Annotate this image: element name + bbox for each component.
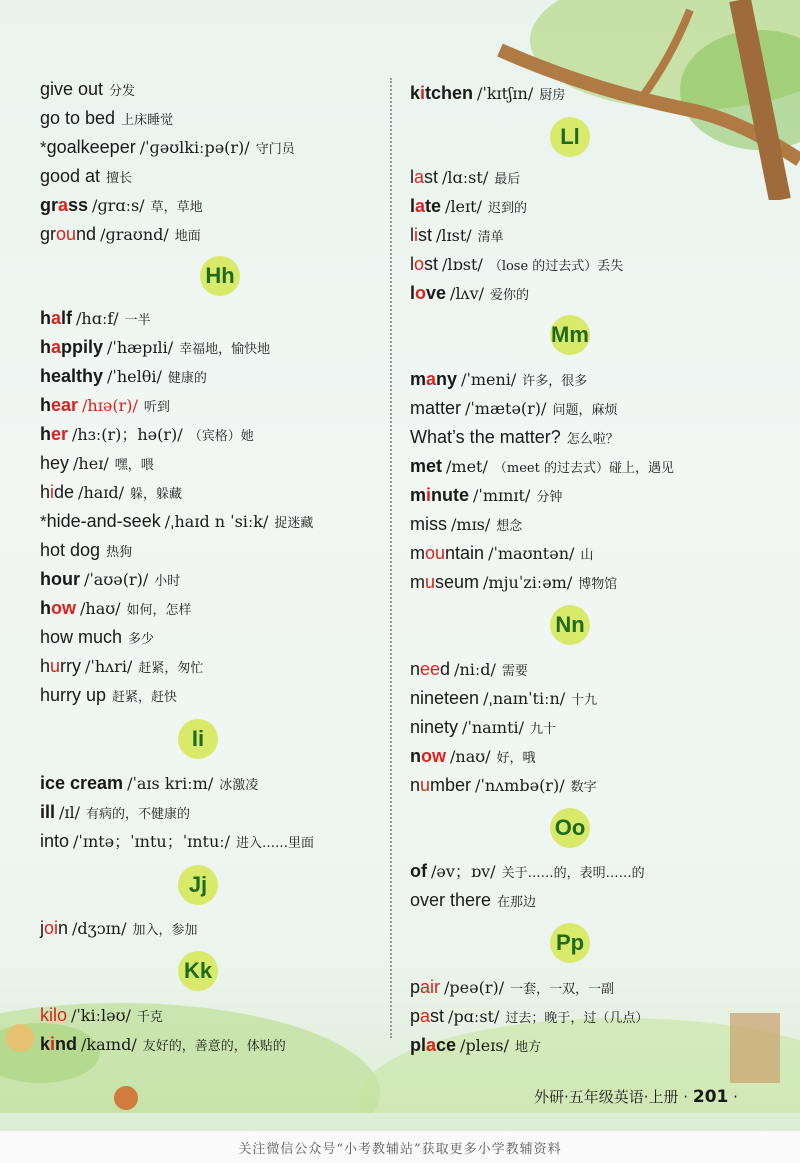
headword-part: o bbox=[414, 254, 425, 274]
chinese-meaning: 捉迷藏 bbox=[274, 516, 314, 531]
chinese-meaning: 冰激凌 bbox=[219, 778, 259, 793]
headword-part: p bbox=[410, 1006, 421, 1026]
chinese-meaning: 问题，麻烦 bbox=[552, 403, 618, 418]
headword-part: ee bbox=[420, 659, 441, 679]
headword-part: ou bbox=[425, 543, 446, 563]
headword-part: u bbox=[50, 656, 61, 676]
headword-part: te bbox=[425, 196, 442, 216]
phonetic: /haʊ/ bbox=[80, 599, 121, 618]
headword-part: ve bbox=[426, 283, 447, 303]
chinese-meaning: 好，哦 bbox=[496, 751, 536, 766]
vocab-entry bbox=[40, 597, 192, 622]
vocab-entry bbox=[40, 917, 197, 942]
chinese-meaning: 擅长 bbox=[106, 171, 133, 186]
headword-part: l bbox=[410, 283, 416, 303]
headword-part: m bbox=[410, 369, 427, 389]
chinese-meaning: 十九 bbox=[571, 693, 598, 708]
headword-part: ce bbox=[436, 1035, 457, 1055]
headword-part: l bbox=[410, 167, 414, 187]
headword-part: over there bbox=[410, 890, 492, 910]
vocab-entry bbox=[40, 1033, 286, 1058]
headword-part: i bbox=[426, 485, 432, 505]
phonetic: /lɑːst/ bbox=[442, 168, 489, 187]
chinese-meaning: 许多，很多 bbox=[522, 374, 588, 389]
headword-part: ninety bbox=[410, 717, 459, 737]
vocab-entry bbox=[410, 745, 536, 770]
headword-part: l bbox=[410, 254, 414, 274]
headword-part: goalkeeper bbox=[46, 137, 136, 157]
headword-part: air bbox=[420, 977, 441, 997]
vocab-entry bbox=[40, 107, 173, 132]
headword-part: a bbox=[426, 1035, 437, 1055]
headword-part: into bbox=[40, 831, 70, 851]
chinese-meaning: 幸福地，愉快地 bbox=[179, 342, 271, 357]
vocab-entry bbox=[40, 194, 203, 219]
headword-part: met bbox=[410, 456, 443, 476]
vocab-entry bbox=[40, 223, 201, 248]
chinese-meaning: 加入，参加 bbox=[132, 923, 198, 938]
chinese-meaning: 分发 bbox=[109, 84, 136, 99]
headword-part: j bbox=[40, 918, 44, 938]
headword-part: st bbox=[430, 1006, 445, 1026]
chinese-meaning: 需要 bbox=[501, 664, 528, 679]
headword-part: k bbox=[40, 1034, 51, 1054]
phonetic: /haɪd/ bbox=[78, 483, 125, 502]
chinese-meaning: 分钟 bbox=[536, 490, 563, 505]
phonetic: /ˈmeni/ bbox=[461, 370, 517, 389]
headword-part: st bbox=[424, 167, 439, 187]
phonetic: /ɪl/ bbox=[59, 803, 81, 822]
phonetic: /hɪə(r)/ bbox=[82, 396, 138, 415]
phonetic: /ˈɡəʊlkiːpə(r)/ bbox=[139, 138, 250, 157]
phonetic: /ˈmætə(r)/ bbox=[465, 399, 547, 418]
chinese-meaning: 进入……里面 bbox=[236, 836, 315, 851]
book-title: 外研·五年级英语·上册 · bbox=[534, 1088, 689, 1106]
headword-part: i bbox=[50, 482, 55, 502]
chinese-meaning: 如何，怎样 bbox=[126, 603, 192, 618]
chinese-meaning: （meet 的过去式）碰上，遇见 bbox=[493, 461, 674, 476]
vocab-entry bbox=[40, 423, 254, 448]
headword-part: go to bed bbox=[40, 108, 116, 128]
vocab-entry bbox=[40, 510, 313, 535]
vocab-entry bbox=[410, 513, 522, 538]
chinese-meaning: 迟到的 bbox=[487, 201, 527, 216]
phonetic: /dʒɔɪn/ bbox=[72, 919, 127, 938]
chinese-meaning: 清单 bbox=[477, 230, 504, 245]
phonetic: /hɑːf/ bbox=[76, 309, 119, 328]
phonetic: /mɪs/ bbox=[451, 515, 491, 534]
chinese-meaning: 赶紧，赶快 bbox=[112, 690, 178, 705]
vocab-entry bbox=[40, 365, 207, 390]
watermark-note: 关注微信公众号“小考教辅站”获取更多小学教辅资料 bbox=[238, 1142, 562, 1157]
vocab-entry bbox=[410, 282, 529, 307]
vocab-entry bbox=[410, 658, 528, 683]
vocab-entry bbox=[40, 801, 190, 826]
headword-part: healthy bbox=[40, 366, 104, 386]
vocab-entry bbox=[410, 571, 617, 596]
headword-part: ss bbox=[68, 195, 89, 215]
footer-tail: · bbox=[733, 1088, 738, 1106]
letter-heading: Mm bbox=[550, 315, 590, 355]
headword-part: ntain bbox=[445, 543, 485, 563]
letter-heading: Hh bbox=[200, 256, 240, 296]
chinese-meaning: 想念 bbox=[496, 519, 523, 534]
vocab-entry bbox=[410, 426, 619, 451]
vocab-entry bbox=[410, 195, 527, 220]
headword-part: good at bbox=[40, 166, 101, 186]
headword-part: ppily bbox=[61, 337, 104, 357]
chinese-meaning: 听到 bbox=[143, 400, 170, 415]
vocab-entry bbox=[410, 82, 565, 107]
chinese-meaning: 有病的，不健康的 bbox=[86, 807, 191, 822]
vocab-entry bbox=[410, 224, 504, 249]
phonetic: /kaɪnd/ bbox=[81, 1035, 137, 1054]
phonetic: /peə(r)/ bbox=[444, 978, 505, 997]
phonetic: /naʊ/ bbox=[450, 747, 491, 766]
chinese-meaning: 赶紧，匆忙 bbox=[138, 661, 204, 676]
chinese-meaning: 过去；晚于，过（几点） bbox=[505, 1011, 649, 1026]
vocab-entry bbox=[40, 136, 295, 161]
headword-part: nute bbox=[431, 485, 470, 505]
vocab-entry bbox=[40, 772, 258, 797]
phonetic: /hɜː(r)；hə(r)/ bbox=[72, 425, 183, 444]
vocab-entry bbox=[40, 481, 182, 506]
headword-part: l bbox=[410, 196, 416, 216]
chinese-meaning: 九十 bbox=[530, 722, 557, 737]
headword-part: n bbox=[410, 775, 421, 795]
headword-part: i bbox=[414, 225, 418, 245]
headword-part: n bbox=[58, 918, 69, 938]
headword-part: kilo bbox=[40, 1005, 68, 1025]
headword-part: h bbox=[40, 308, 51, 328]
phonetic: /ˈnʌmbə(r)/ bbox=[475, 776, 565, 795]
vocab-entry bbox=[40, 336, 270, 361]
headword-part: oi bbox=[44, 918, 59, 938]
headword-part: lf bbox=[61, 308, 73, 328]
headword-part: give out bbox=[40, 79, 104, 99]
headword-part: st bbox=[424, 254, 439, 274]
headword-part: i bbox=[50, 1034, 56, 1054]
vocab-entry bbox=[410, 976, 614, 1001]
vocab-entry bbox=[40, 307, 151, 332]
headword-part: ny bbox=[436, 369, 458, 389]
headword-part: ou bbox=[56, 224, 77, 244]
vocab-entry bbox=[410, 774, 597, 799]
headword-part: er bbox=[51, 424, 69, 444]
chinese-meaning: 在那边 bbox=[497, 895, 537, 910]
phonetic: /pleɪs/ bbox=[460, 1036, 509, 1055]
chinese-meaning: 地方 bbox=[514, 1040, 541, 1055]
headword-part: nineteen bbox=[410, 688, 480, 708]
phonetic: /pɑːst/ bbox=[448, 1007, 500, 1026]
phonetic: /niːd/ bbox=[454, 660, 496, 679]
vocab-entry bbox=[410, 484, 562, 509]
letter-heading: Ii bbox=[178, 719, 218, 759]
headword-part: n bbox=[410, 659, 421, 679]
headword-part: i bbox=[420, 83, 426, 103]
chinese-meaning: 关于……的，表明……的 bbox=[501, 866, 645, 881]
headword-part: m bbox=[410, 543, 425, 563]
phonetic: /met/ bbox=[446, 457, 488, 476]
headword-part: u bbox=[420, 775, 431, 795]
headword-part: h bbox=[40, 424, 51, 444]
chinese-meaning: 一套，一双，一副 bbox=[510, 982, 615, 997]
headword-part: ow bbox=[421, 746, 446, 766]
headword-part: hot dog bbox=[40, 540, 101, 560]
vocab-entry bbox=[40, 568, 180, 593]
vocab-entry bbox=[410, 889, 536, 914]
chinese-meaning: 躲，躲藏 bbox=[130, 487, 183, 502]
headword-part: a bbox=[420, 1006, 431, 1026]
headword-part: nd bbox=[76, 224, 97, 244]
headword-part: h bbox=[40, 482, 51, 502]
chinese-meaning: 山 bbox=[580, 548, 594, 563]
phonetic: /ɡrɑːs/ bbox=[92, 196, 145, 215]
chinese-meaning: 上床睡觉 bbox=[121, 113, 174, 128]
headword-part: matter bbox=[410, 398, 462, 418]
phonetic: /ˈmaʊntən/ bbox=[488, 544, 575, 563]
headword-part: tchen bbox=[425, 83, 474, 103]
column-divider bbox=[390, 78, 392, 1038]
headword-part: a bbox=[51, 337, 62, 357]
headword-part: n bbox=[410, 746, 421, 766]
headword-part: p bbox=[410, 977, 421, 997]
headword-part: k bbox=[410, 83, 421, 103]
headword-part: ice cream bbox=[40, 773, 124, 793]
headword-part: miss bbox=[410, 514, 447, 534]
vocab-entry bbox=[40, 394, 170, 419]
vocab-entry bbox=[40, 830, 314, 855]
letter-heading: Pp bbox=[550, 923, 590, 963]
chinese-meaning: 守门员 bbox=[255, 142, 295, 157]
headword-part: l bbox=[410, 225, 414, 245]
vocab-entry bbox=[410, 687, 597, 712]
phonetic: /ˈhæpɪli/ bbox=[107, 338, 174, 357]
headword-part: mber bbox=[430, 775, 472, 795]
headword-part: a bbox=[58, 195, 69, 215]
phonetic: /ˈɪntə；ˈɪntu；ˈɪntuː/ bbox=[73, 832, 231, 851]
phonetic: /ˈhʌri/ bbox=[85, 657, 133, 676]
phonetic: /mjuˈziːəm/ bbox=[483, 573, 573, 592]
vocab-entry bbox=[410, 368, 587, 393]
letter-heading: Jj bbox=[178, 865, 218, 905]
headword-part: hey bbox=[40, 453, 70, 473]
headword-part: o bbox=[415, 283, 427, 303]
chinese-meaning: （宾格）她 bbox=[188, 429, 254, 444]
headword-part: ill bbox=[40, 802, 56, 822]
phonetic: /əv；ɒv/ bbox=[431, 862, 496, 881]
chinese-meaning: 厨房 bbox=[539, 88, 566, 103]
vocab-entry bbox=[40, 1004, 163, 1029]
chinese-meaning: 嘿，喂 bbox=[114, 458, 154, 473]
phonetic: /ˈaʊə(r)/ bbox=[84, 570, 149, 589]
chinese-meaning: 数字 bbox=[570, 780, 597, 795]
headword-part: nd bbox=[55, 1034, 78, 1054]
headword-part: m bbox=[410, 485, 427, 505]
chinese-meaning: 博物馆 bbox=[578, 577, 618, 592]
headword-part: d bbox=[440, 659, 451, 679]
vocab-entry bbox=[410, 1005, 648, 1030]
vocab-entry bbox=[40, 165, 132, 190]
chinese-meaning: 热狗 bbox=[106, 545, 133, 560]
headword-part: of bbox=[410, 861, 427, 881]
headword-part: seum bbox=[435, 572, 480, 592]
letter-heading: Kk bbox=[178, 951, 218, 991]
vocab-entry bbox=[40, 452, 154, 477]
headword-part: how much bbox=[40, 627, 123, 647]
vocab-entry bbox=[40, 684, 177, 709]
page-number: 201 bbox=[692, 1087, 729, 1107]
asterisk-mark: * bbox=[40, 138, 47, 157]
headword-part: de bbox=[54, 482, 75, 502]
phonetic: /heɪ/ bbox=[73, 454, 109, 473]
chinese-meaning: 千克 bbox=[136, 1010, 163, 1025]
chinese-meaning: 怎么啦？ bbox=[566, 432, 619, 447]
headword-part: a bbox=[426, 369, 437, 389]
vocab-entry bbox=[40, 626, 154, 651]
letter-heading: Oo bbox=[550, 808, 590, 848]
headword-part: h bbox=[40, 395, 51, 415]
headword-part: hour bbox=[40, 569, 80, 589]
headword-part: a bbox=[414, 167, 425, 187]
asterisk-mark: * bbox=[40, 512, 47, 531]
vocab-entry bbox=[410, 860, 645, 885]
phonetic: /leɪt/ bbox=[445, 197, 482, 216]
headword-part: pl bbox=[410, 1035, 426, 1055]
letter-heading: Ll bbox=[550, 117, 590, 157]
chinese-meaning: 地面 bbox=[174, 229, 201, 244]
headword-part: st bbox=[418, 225, 433, 245]
headword-part: rry bbox=[60, 656, 82, 676]
headword-part: gr bbox=[40, 224, 57, 244]
vocab-entry bbox=[40, 655, 203, 680]
chinese-meaning: 小时 bbox=[154, 574, 181, 589]
headword-part: a bbox=[51, 308, 62, 328]
headword-part: h bbox=[40, 337, 51, 357]
vocab-entry bbox=[410, 455, 674, 480]
phonetic: /lɪst/ bbox=[436, 226, 472, 245]
headword-part: m bbox=[410, 572, 425, 592]
chinese-meaning: 多少 bbox=[128, 632, 155, 647]
chinese-meaning: 最后 bbox=[494, 172, 521, 187]
phonetic: /ˈhelθi/ bbox=[107, 367, 162, 386]
headword-part: hide-and-seek bbox=[46, 511, 161, 531]
chinese-meaning: 健康的 bbox=[167, 371, 207, 386]
vocab-entry bbox=[410, 253, 623, 278]
phonetic: /ˈnaɪnti/ bbox=[462, 718, 525, 737]
phonetic: /ˈaɪs kriːm/ bbox=[127, 774, 214, 793]
headword-part: h bbox=[40, 656, 51, 676]
headword-part: ear bbox=[51, 395, 79, 415]
letter-heading: Nn bbox=[550, 605, 590, 645]
headword-part: ow bbox=[51, 598, 76, 618]
phonetic: /ˌhaɪd n ˈsiːk/ bbox=[164, 512, 269, 531]
chinese-meaning: 草，草地 bbox=[150, 200, 203, 215]
headword-part: u bbox=[425, 572, 436, 592]
headword-part: h bbox=[40, 598, 51, 618]
headword-part: gr bbox=[40, 195, 58, 215]
phonetic: /ˈkɪtʃɪn/ bbox=[477, 84, 534, 103]
chinese-meaning: 友好的，善意的，体贴的 bbox=[142, 1039, 286, 1054]
chinese-meaning: 爱你的 bbox=[490, 288, 530, 303]
phonetic: /lʌv/ bbox=[450, 284, 485, 303]
headword-part: hurry up bbox=[40, 685, 107, 705]
phonetic: /lɒst/ bbox=[442, 255, 483, 274]
vocab-entry bbox=[410, 166, 520, 191]
phonetic: /ɡraʊnd/ bbox=[100, 225, 169, 244]
vocab-entry bbox=[40, 78, 135, 103]
vocab-entry bbox=[410, 542, 593, 567]
page-footer bbox=[534, 1086, 738, 1107]
phonetic: /ˈkiːləʊ/ bbox=[71, 1006, 131, 1025]
vocab-entry bbox=[410, 397, 617, 422]
chinese-meaning: 一半 bbox=[124, 313, 151, 328]
phonetic: /ˌnaɪnˈtiːn/ bbox=[483, 689, 566, 708]
vocab-entry bbox=[410, 716, 556, 741]
chinese-meaning: （lose 的过去式）丢失 bbox=[488, 259, 624, 274]
headword-part: a bbox=[415, 196, 426, 216]
vocab-entry bbox=[40, 539, 132, 564]
phonetic: /ˈmɪnɪt/ bbox=[473, 486, 531, 505]
headword-part: What’s the matter? bbox=[410, 427, 561, 447]
vocab-entry bbox=[410, 1034, 541, 1059]
